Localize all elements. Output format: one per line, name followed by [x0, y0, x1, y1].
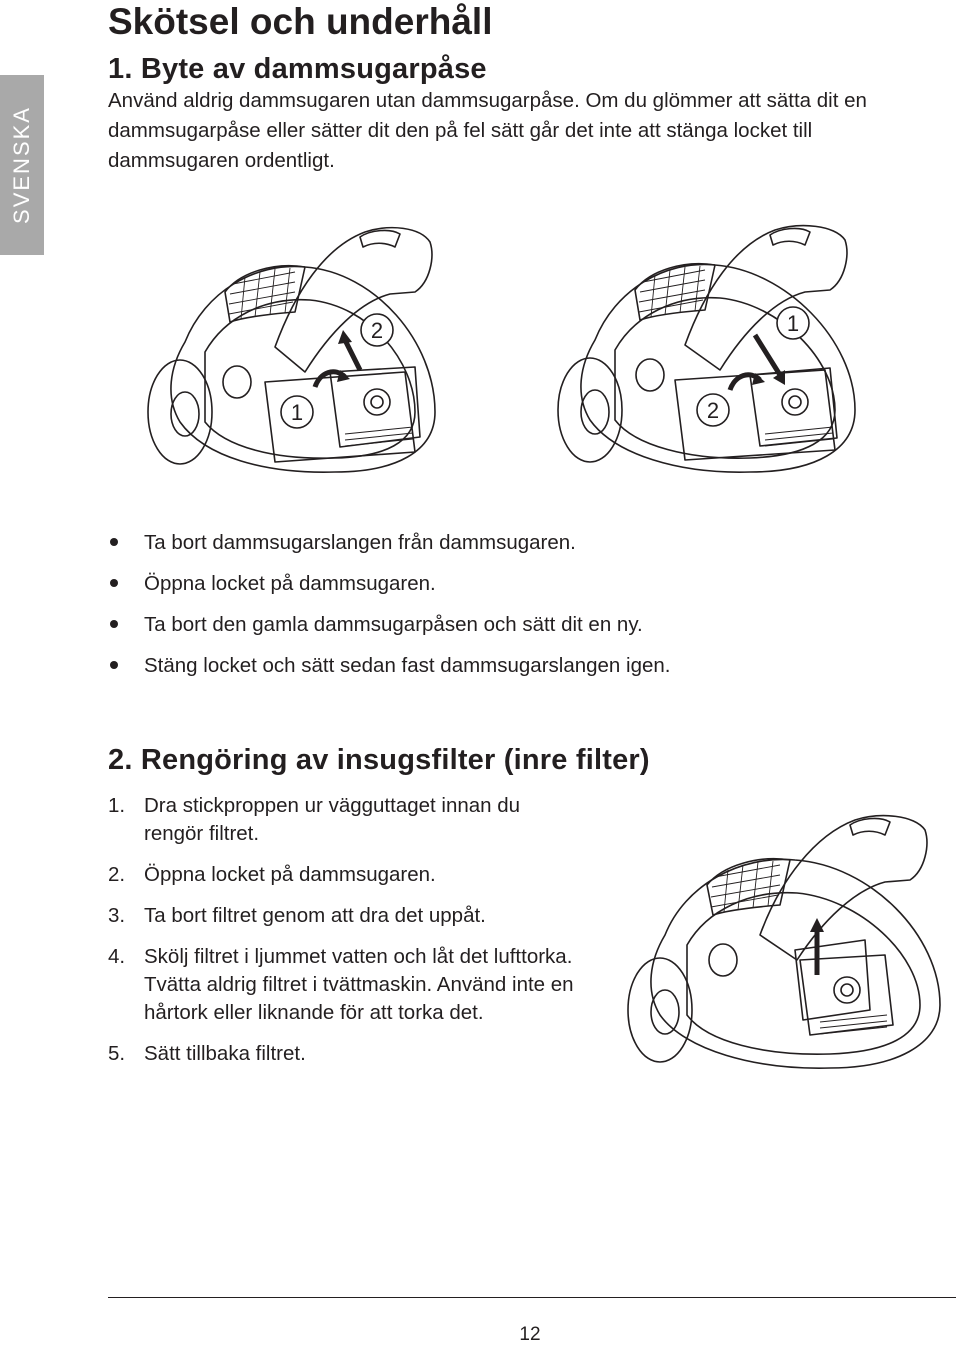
vacuum-remove-bag-illustration: [145, 222, 445, 492]
page-title: Skötsel och underhåll: [108, 1, 493, 42]
list-item: Stäng locket och sätt sedan fast dammsugarslangen igen.: [108, 653, 670, 694]
vacuum-remove-filter-illustration: [625, 810, 955, 1080]
callout-2: 2: [706, 398, 720, 423]
filter-cleaning-steps: [108, 792, 578, 1081]
bullet-dot: [110, 661, 118, 669]
bag-replacement-steps: [108, 530, 670, 694]
bullet-dot: [110, 538, 118, 546]
callout-1: 1: [290, 400, 304, 425]
list-item: Ta bort den gamla dammsugarpåsen och sätt dit en ny.: [108, 612, 670, 653]
language-tab: [0, 75, 44, 255]
list-item: Öppna locket på dammsugaren.: [108, 571, 670, 612]
language-tab-label: SVENSKA: [9, 106, 34, 224]
list-item: 1. Dra stickproppen ur vägguttaget innan du rengör filtret.: [108, 794, 521, 845]
list-item: Ta bort dammsugarslangen från dammsugaren.: [108, 530, 670, 571]
callout-1: 1: [786, 311, 800, 336]
section-heading-bag-replacement: 1. Byte av dammsugarpåse: [108, 53, 487, 85]
footer-divider: [108, 1297, 956, 1298]
list-item: 3. Ta bort filtret genom att dra det uppåt.: [108, 904, 486, 927]
vacuum-insert-bag-illustration: [555, 210, 865, 490]
section-heading-filter-cleaning: 2. Rengöring av insugsfilter (inre filter): [108, 744, 650, 776]
list-item: 4. Skölj filtret i ljummet vatten och låt det lufttorka. Tvätta aldrig filtret i tvättmaskin. Använd inte en hårtork eller liknande för att torka det.: [108, 945, 574, 1024]
bullet-dot: [110, 620, 118, 628]
page-number: 12: [519, 1324, 541, 1345]
list-item: 2. Öppna locket på dammsugaren.: [108, 863, 436, 886]
bullet-dot: [110, 579, 118, 587]
callout-2: 2: [370, 318, 384, 343]
list-item: 5. Sätt tillbaka filtret.: [108, 1042, 306, 1065]
intro-paragraph: Använd aldrig dammsugaren utan dammsugarpåse. Om du glömmer att sätta dit en dammsugarpåse eller sätter dit den på fel sätt går det inte att stänga locket till dammsugaren ordentligt.: [108, 89, 867, 172]
